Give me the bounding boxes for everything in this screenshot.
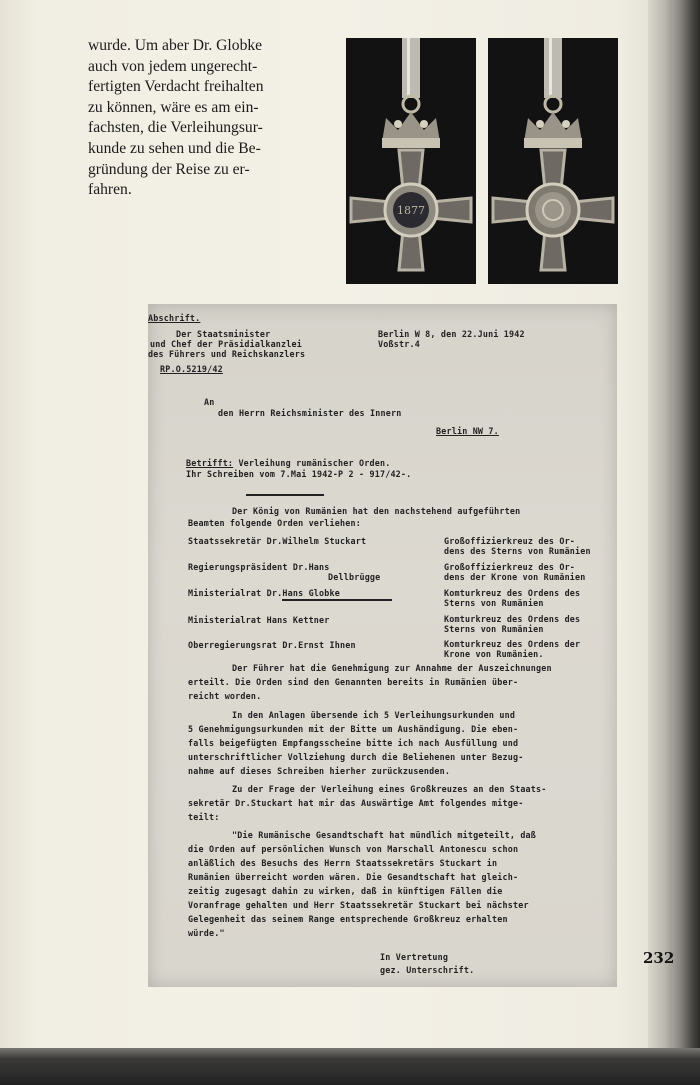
intro-paragraph <box>88 36 300 201</box>
doc-subject <box>186 458 390 468</box>
recipient-order: Sterns von Rumänien <box>444 598 544 608</box>
doc-divider <box>246 494 324 496</box>
globke-underline <box>282 599 392 601</box>
recipient-name: Ministerialrat Dr.Hans Globke <box>188 588 341 598</box>
doc-place-date: Berlin W 8, den 22.Juni 1942 <box>378 329 525 339</box>
recipient-name: Staatssekretär Dr.Wilhelm Stuckart <box>188 536 367 546</box>
body-line: Der Führer hat die Genehmigung zur Annahme der Auszeichnungen <box>232 663 552 673</box>
recipient-name: Dellbrügge <box>328 572 381 582</box>
typed-letter-document <box>148 304 617 987</box>
doc-sender-line: Der Staatsminister <box>176 329 271 339</box>
recipient-order: Komturkreuz des Ordens des <box>444 588 581 598</box>
medal-back-icon <box>488 38 618 284</box>
doc-to-label: An <box>204 397 215 407</box>
body-line: reicht worden. <box>188 691 262 701</box>
body-line: Zu der Frage der Verleihung eines Großkreuzes an den Staats- <box>232 784 547 794</box>
body-line: teilt: <box>188 812 220 822</box>
doc-sender-line: und Chef der Präsidialkanzlei <box>150 339 303 349</box>
medal-back-photo <box>488 38 618 284</box>
book-gutter-shadow <box>648 0 700 1060</box>
body-line: unterschriftlicher Vollziehung durch die Beliehenen unter Bezug- <box>188 752 524 762</box>
recipient-order: Sterns von Rumänien <box>444 624 544 634</box>
medal-front-icon <box>346 38 476 284</box>
page-bottom-shadow <box>0 1048 700 1085</box>
intro-line: zu können, wäre es am ein- <box>88 98 259 116</box>
body-line: anläßlich des Besuchs des Herrn Staatssekretärs Stuckart in <box>188 858 498 868</box>
recipient-name: Regierungspräsident Dr.Hans <box>188 562 330 572</box>
doc-subject-label: Betrifft: <box>186 458 234 468</box>
intro-line: auch von jedem ungerecht- <box>88 57 258 75</box>
recipient-order: Krone von Rumänien. <box>444 649 544 659</box>
body-line: die Orden auf persönlichen Wunsch von Marschall Antonescu schon <box>188 844 519 854</box>
recipient-name: Ministerialrat Hans Kettner <box>188 615 330 625</box>
doc-reference: RP.O.5219/42 <box>160 364 223 374</box>
doc-addressee-city: Berlin NW 7. <box>436 426 499 436</box>
doc-signature: gez. Unterschrift. <box>380 965 475 975</box>
medal-front-photo <box>346 38 476 284</box>
body-line: Gelegenheit das seinem Range entsprechende Großkreuz erhalten <box>188 914 508 924</box>
recipient-order: dens der Krone von Rumänien <box>444 572 586 582</box>
body-line: 5 Genehmigungsurkunden mit der Bitte um Aushändigung. Die eben- <box>188 724 519 734</box>
recipient-order: Komturkreuz des Ordens des <box>444 614 581 624</box>
body-line: Voranfrage gehalten und Herr Staatssekretär Stuckart bei nächster <box>188 900 529 910</box>
body-line: nahme auf dieses Schreiben hierher zurückzusenden. <box>188 766 451 776</box>
doc-subject-ref: Ihr Schreiben vom 7.Mai 1942-P 2 - 917/42-. <box>186 469 412 479</box>
page-number: 232 <box>643 949 675 967</box>
doc-addressee: den Herrn Reichsminister des Innern <box>218 408 402 418</box>
doc-subject-text: Verleihung rumänischer Orden. <box>238 458 391 468</box>
recipient-order: dens des Sterns von Rumänien <box>444 546 591 556</box>
doc-closing: In Vertretung <box>380 952 449 962</box>
intro-line: kunde zu sehen und die Be- <box>88 139 261 157</box>
doc-heading: Abschrift. <box>148 313 201 323</box>
svg-text:1877: 1877 <box>397 204 425 217</box>
body-line: würde." <box>188 928 225 938</box>
intro-line: fachsten, die Verleihungsur- <box>88 119 263 137</box>
intro-line: fertigten Verdacht freihalten <box>88 78 264 96</box>
recipient-order: Großoffizierkreuz des Or- <box>444 562 576 572</box>
doc-sender-line: des Führers und Reichskanzlers <box>148 349 306 359</box>
intro-line: fahren. <box>88 181 132 199</box>
doc-intro-sentence: Beamten folgende Orden verliehen: <box>188 518 361 528</box>
body-line: Rumänien überreicht worden wären. Die Gesandtschaft hat gleich- <box>188 872 519 882</box>
body-line: sekretär Dr.Stuckart hat mir das Auswärtige Amt folgendes mitge- <box>188 798 524 808</box>
doc-intro-sentence: Der König von Rumänien hat den nachstehend aufgeführten <box>232 506 521 516</box>
body-line: erteilt. Die Orden sind den Genannten bereits in Rumänien über- <box>188 677 519 687</box>
doc-street: Voßstr.4 <box>378 339 420 349</box>
recipient-order: Komturkreuz des Ordens der <box>444 639 581 649</box>
body-line: falls beigefügten Empfangsscheine bitte ich nach Ausfüllung und <box>188 738 519 748</box>
recipient-order: Großoffizierkreuz des Or- <box>444 536 576 546</box>
body-line: zeitig zugesagt dahin zu wirken, daß in künftigen Fällen die <box>188 886 503 896</box>
body-line: In den Anlagen übersende ich 5 Verleihungsurkunden und <box>232 710 516 720</box>
intro-line: gründung der Reise zu er- <box>88 160 250 178</box>
body-line: "Die Rumänische Gesandtschaft hat mündlich mitgeteilt, daß <box>232 830 537 840</box>
intro-line: wurde. Um aber Dr. Globke <box>88 37 263 54</box>
recipient-name: Oberregierungsrat Dr.Ernst Ihnen <box>188 640 356 650</box>
